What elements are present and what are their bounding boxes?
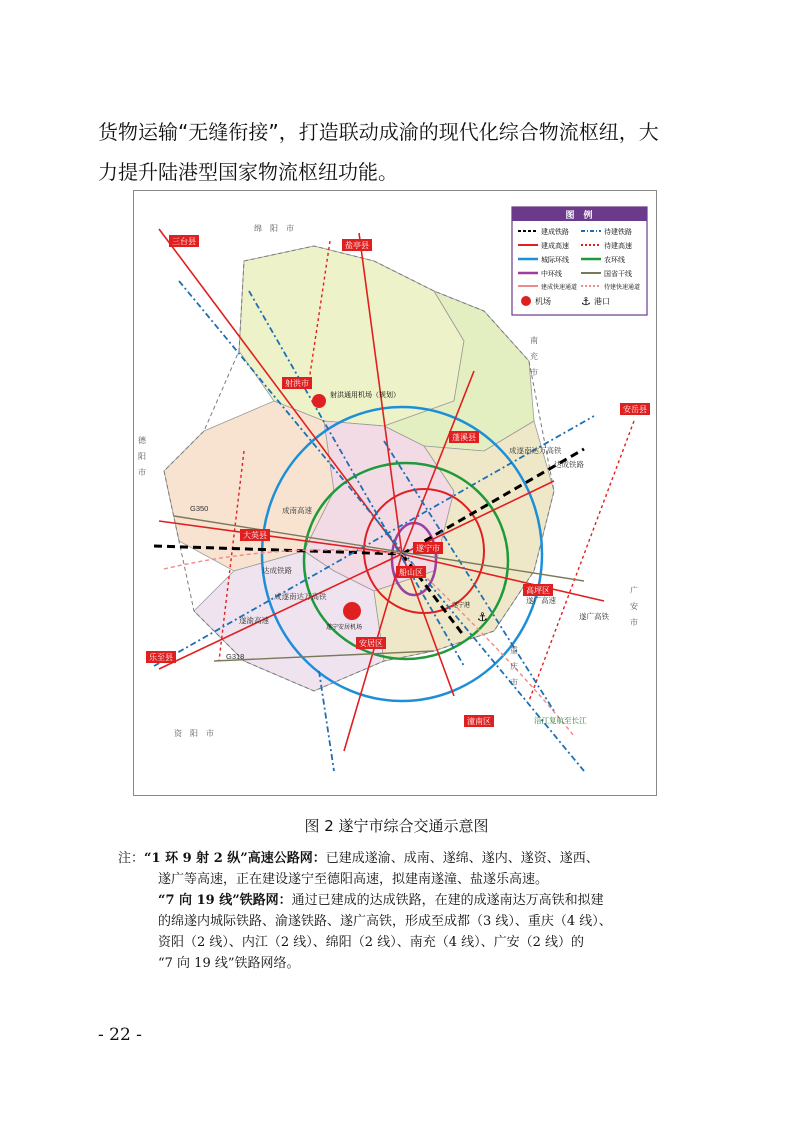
legend-airport: 机场: [535, 297, 551, 306]
legend-title: 图 例: [565, 210, 593, 220]
page-number: - 22 -: [98, 1025, 142, 1045]
label-tongnan: 潼南区: [467, 717, 491, 726]
label-chengdawan-west: 成遂南达万高铁: [274, 592, 327, 601]
legend-trunk: 国省干线: [604, 271, 632, 278]
label-chengdawan: 成遂南达万高铁: [509, 446, 562, 455]
label-ziyang: 资 阳 市: [174, 729, 214, 738]
legend-middle-ring: 中环线: [541, 271, 562, 278]
label-g350: G350: [190, 504, 209, 513]
legend-farm-ring: 农环线: [604, 257, 625, 264]
legend-built-rail: 建成铁路: [541, 229, 569, 236]
port-icon: ⚓: [477, 610, 488, 624]
airport-icon: [521, 296, 531, 306]
label-chuanshan: 船山区: [399, 568, 423, 577]
intro-paragraph: [98, 112, 708, 192]
legend-built-highway: 建成高速: [541, 243, 569, 250]
note-road-text1: 已建成遂渝、成南、遂绵、遂内、遂资、遂西、: [325, 851, 599, 866]
label-fujiang: 涪江复航至长江: [534, 716, 587, 725]
label-yanting: 盐亭县: [345, 241, 369, 250]
label-suiguang-rail: 遂广高铁: [579, 612, 609, 621]
label-suining: 遂宁市: [416, 544, 440, 553]
label-chengnan: 成南高速: [282, 506, 312, 515]
legend-port: 港口: [594, 297, 610, 306]
note-rail-line3: 资阳（2 线）、内江（2 线）、绵阳（2 线）、南充（4 线）、广安（2 线）的: [158, 935, 585, 950]
note-rail-title: “7 向 19 线”铁路网：: [158, 893, 292, 908]
label-mianyang: 绵 阳 市: [254, 224, 294, 233]
note-road-line2: 遂广等高速，正在建设遂宁至德阳高速，拟建南遂潼、盐遂乐高速。: [158, 872, 549, 887]
label-suiyu: 遂渝高速: [239, 616, 269, 625]
label-pengxi: 蓬溪县: [452, 433, 476, 442]
airport-shehong-icon: [312, 394, 326, 408]
label-dacheng: 达成铁路: [554, 460, 584, 469]
airport-suining-icon: [343, 602, 361, 620]
label-daying: 大英县: [243, 531, 267, 540]
label-gaoping: 高坪区: [526, 586, 550, 595]
label-dacheng-west: 达成铁路: [262, 566, 292, 575]
note-rail: [118, 890, 698, 911]
map-legend: [512, 207, 647, 315]
legend-planned-quick: 待建快速通道: [604, 285, 641, 291]
note-rail-line2: 的绵遂内城际铁路、渝遂铁路、遂广高铁，形成至成都（3 线）、重庆（4 线）、: [158, 914, 612, 929]
intro-line-1: 货物运输“无缝衔接”，打造联动成渝的现代化综合物流枢纽，大: [98, 120, 659, 144]
label-santai: 三台县: [172, 237, 196, 246]
note-road: [118, 848, 698, 869]
anchor-icon: ⚓: [581, 295, 591, 308]
legend-intercity-ring: 城际环线: [541, 257, 569, 264]
label-airport-suining: 遂宁安居机场: [326, 625, 363, 631]
label-deyang: 德 阳 市: [137, 436, 147, 476]
label-g318: G318: [226, 652, 245, 661]
traffic-map-figure: [133, 190, 657, 796]
label-port-suining: 遂宁港: [452, 603, 471, 609]
label-shehong: 射洪市: [285, 379, 309, 388]
legend-planned-rail: 待建铁路: [604, 229, 632, 236]
label-anyue: 安岳县: [623, 405, 647, 414]
label-guangan: 广 安 市: [629, 586, 639, 626]
figure-caption: 图 2 遂宁市综合交通示意图: [304, 817, 489, 835]
label-airport-shehong: 射洪通用机场（规划）: [330, 392, 400, 399]
note-prefix: 注：: [118, 851, 145, 866]
legend-planned-highway: 待建高速: [604, 243, 632, 250]
label-lezhi: 乐至县: [149, 653, 173, 662]
label-chongqing: 重 庆 市: [509, 646, 519, 686]
traffic-map: [134, 191, 657, 796]
legend-built-quick: 建成快速通道: [541, 285, 578, 291]
note-rail-text1: 通过已建成的达成铁路，在建的成遂南达万高铁和拟建: [291, 893, 604, 908]
label-suiguang: 遂广高速: [526, 596, 556, 605]
intro-line-2: 力提升陆港型国家物流枢纽功能。: [98, 160, 398, 184]
note-road-title: “1 环 9 射 2 纵”高速公路网：: [144, 851, 326, 866]
label-nanchong: 南 充 市: [529, 336, 539, 376]
label-anju: 安居区: [359, 639, 383, 648]
note-rail-line4: “7 向 19 线”铁路网络。: [158, 956, 300, 971]
figure-notes: [118, 848, 698, 974]
